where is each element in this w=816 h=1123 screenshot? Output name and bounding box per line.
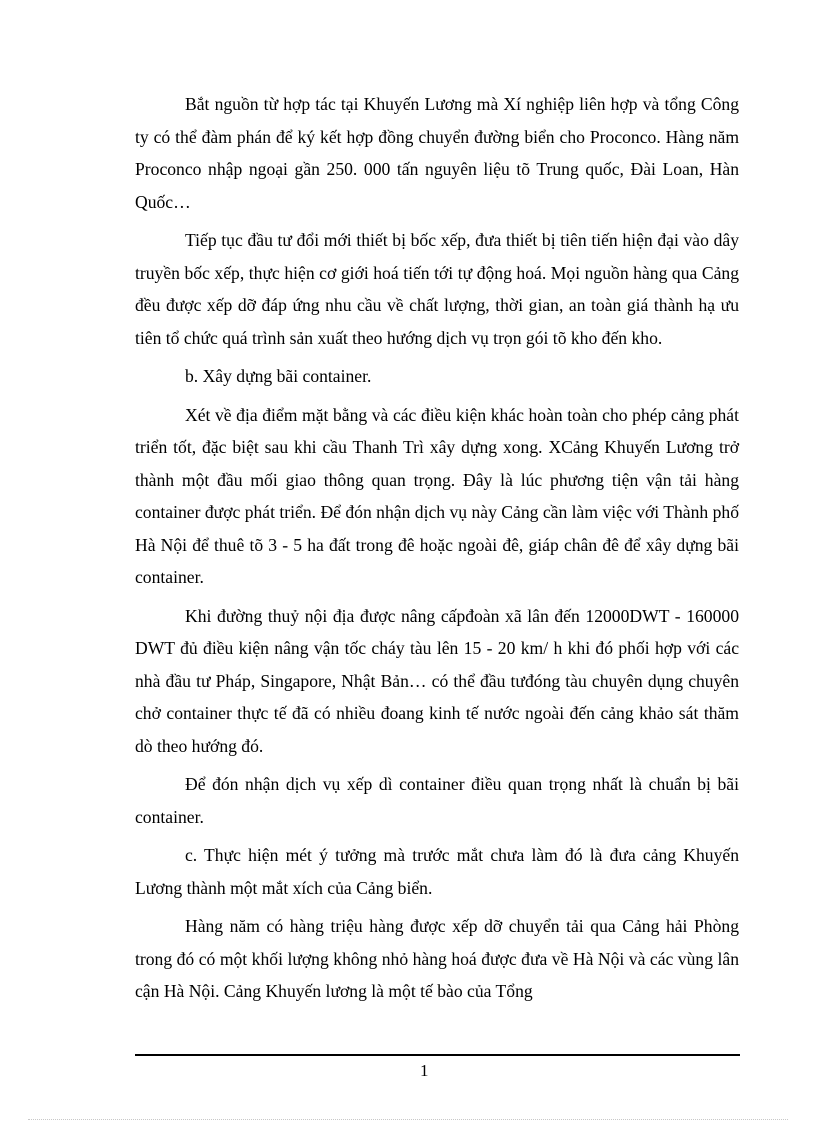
paragraph-container-yard: Để đón nhận dịch vụ xếp dì container điều quan trọng nhất là chuẩn bị bãi container. [135, 774, 739, 827]
paragraph-location-conditions: Xét về địa điểm mặt bằng và các điều kiện khác hoàn toàn cho phép cảng phát triển tốt, đặc biệt sau khi cầu Thanh Trì xây dựng xong. XCảng Khuyến Lương trở thành một đầu mối giao thông quan trọng. Đây là lúc phương tiện vận tải hàng container được phát triển. Để đón nhận dịch vụ này Cảng cần làm việc với Thành phố Hà Nội để thuê tõ 3 - 5 ha đất trong đê hoặc ngoài đê, giáp chân đê để xây dựng bãi container. [135, 404, 739, 587]
page-bottom-edge [28, 1119, 788, 1120]
paragraph-waterway-upgrade: Khi đường thuỷ nội địa được nâng cấpđoàn xã lân đến 12000DWT - 160000 DWT đủ điều kiện nâng vận tốc cháy tàu lên 15 - 20 km/ h khi đó phối hợp với các nhà đầu tư Pháp, Singapore, Nhật Bản… có thể đầu tưđóng tàu chuyên dụng chuyên chở container thực tế đã có nhiều đoang kinh tế nước ngoài đến cảng khảo sát thăm dò theo hướng đó. [135, 605, 739, 756]
section-heading-c: c. Thực hiện mét ý tưởng mà trước mắt chưa làm đó là đưa cảng Khuyến Lương thành một mắt xích của Cảng biển. [135, 845, 739, 898]
footer-divider [135, 1054, 740, 1056]
page-number: 1 [420, 1061, 429, 1080]
paragraph-origin-cooperation: Bắt nguồn từ hợp tác tại Khuyến Lương mà Xí nghiệp liên hợp và tổng Công ty có thể đàm phán để ký kết hợp đồng chuyển đường biển cho Proconco. Hàng năm Proconco nhập ngoại gần 250. 000 tấn nguyên liệu tõ Trung quốc, Đài Loan, Hàn Quốc… [135, 94, 739, 212]
paragraph-annual-cargo: Hàng năm có hàng triệu hàng được xếp dỡ chuyển tải qua Cảng hải Phòng trong đó có một khối lượng không nhỏ hàng hoá được đưa về Hà Nội và các vùng lân cận Hà Nội. Cảng Khuyến lương là một tế bào của Tổng [135, 916, 739, 1001]
paragraph-equipment-investment: Tiếp tục đầu tư đổi mới thiết bị bốc xếp, đưa thiết bị tiên tiến hiện đại vào dây truyền bốc xếp, thực hiện cơ giới hoá tiến tới tự động hoá. Mọi nguồn hàng qua Cảng đều được xếp dỡ đáp ứng nhu cầu về chất lượng, thời gian, an toàn giá thành hạ ưu tiên tổ chức quá trình sản xuất theo hướng dịch vụ trọn gói tõ kho đến kho. [135, 230, 739, 348]
body-text [135, 88, 739, 1014]
section-heading-b: b. Xây dựng bãi container. [185, 366, 372, 386]
